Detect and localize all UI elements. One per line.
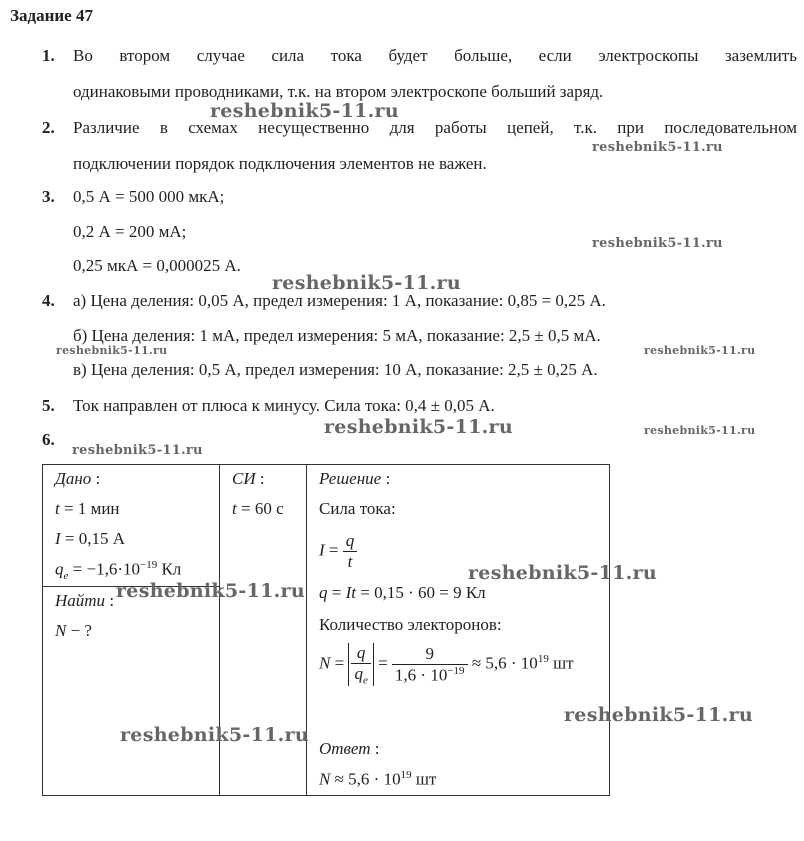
item-3-line-1: 0,5 А = 500 000 мкА; bbox=[73, 187, 225, 206]
formula-current: I = $\frac{q}{t}$ bbox=[319, 531, 357, 572]
watermark: reshebnik5-11.ru bbox=[272, 272, 461, 294]
find-cell bbox=[43, 587, 220, 796]
watermark: reshebnik5-11.ru bbox=[468, 562, 657, 584]
find-electrons: N − ? bbox=[55, 621, 92, 640]
given-cell bbox=[43, 465, 220, 587]
watermark: reshebnik5-11.ru bbox=[56, 344, 168, 357]
formula-charge: q = It = 0,15 · 60 = 9 Кл bbox=[319, 583, 486, 602]
item-5-line: Ток направлен от плюса к минусу. Сила тока: 0,4 ± 0,05 А. bbox=[73, 396, 495, 415]
find-label: Найти : bbox=[55, 591, 115, 610]
task-title: Задание 47 bbox=[10, 6, 93, 25]
electron-count-label: Количество электоронов: bbox=[319, 615, 502, 634]
item-4-line-b: б) Цена деления: 1 мА, предел измерения: 5 мА, показание: 2,5 ± 0,5 мА. bbox=[73, 326, 601, 345]
si-time: t = 60 с bbox=[232, 499, 284, 518]
item-4-line-a: а) Цена деления: 0,05 А, предел измерения: 1 А, показание: 0,85 = 0,25 А. bbox=[73, 291, 606, 310]
watermark: reshebnik5-11.ru bbox=[120, 724, 309, 746]
item-number-2: 2. bbox=[42, 118, 55, 137]
watermark: reshebnik5-11.ru bbox=[116, 580, 305, 602]
item-3-line-2: 0,2 А = 200 мА; bbox=[73, 222, 187, 241]
given-charge: $q_e = -1,6\cdot 10^{-19}$ Кл bbox=[55, 559, 182, 583]
watermark: reshebnik5-11.ru bbox=[324, 416, 513, 438]
item-number-4: 4. bbox=[42, 291, 55, 310]
solution-label: Решение : bbox=[319, 469, 391, 488]
item-2-line-1: Различие в схемах несущественно для работы цепей, т.к. при последовательном bbox=[73, 118, 797, 137]
given-time: t = 1 мин bbox=[55, 499, 120, 518]
watermark: reshebnik5-11.ru bbox=[592, 140, 723, 155]
item-number-6: 6. bbox=[42, 430, 55, 449]
current-label: Сила тока: bbox=[319, 499, 396, 518]
watermark: reshebnik5-11.ru bbox=[564, 704, 753, 726]
item-3-line-3: 0,25 мкА = 0,000025 А. bbox=[73, 256, 241, 275]
solution-table bbox=[42, 464, 610, 796]
watermark: reshebnik5-11.ru bbox=[644, 344, 756, 357]
solution-cell bbox=[307, 465, 610, 796]
item-4-line-c: в) Цена деления: 0,5 А, предел измерения: 10 А, показание: 2,5 ± 0,25 А. bbox=[73, 360, 598, 379]
watermark: reshebnik5-11.ru bbox=[210, 100, 399, 122]
formula-electrons: N = $\frac{q}{q_e}$ = $\frac{9}{1,6 \cdot 10^{-19}}$ ≈ $5,6 \cdot 10^{19}$ шт bbox=[319, 643, 574, 687]
item-1-line-2: одинаковыми проводниками, т.к. на втором электроскопе больший заряд. bbox=[73, 82, 604, 101]
item-2-line-2: подключении порядок подключения элементов не важен. bbox=[73, 154, 487, 173]
answer-label: Ответ : bbox=[319, 739, 380, 758]
item-number-3: 3. bbox=[42, 187, 55, 206]
si-label: СИ : bbox=[232, 469, 265, 488]
watermark: reshebnik5-11.ru bbox=[72, 443, 203, 458]
answer-value: $N \approx 5,6 \cdot 10^{19}$ шт bbox=[319, 769, 437, 789]
given-label: Дано : bbox=[55, 469, 101, 488]
item-1-line-1: Во втором случае сила тока будет больше, если электроскопы заземлить bbox=[73, 46, 797, 65]
item-number-5: 5. bbox=[42, 396, 55, 415]
watermark: reshebnik5-11.ru bbox=[592, 236, 723, 251]
item-number-1: 1. bbox=[42, 46, 55, 65]
watermark: reshebnik5-11.ru bbox=[644, 424, 756, 437]
given-current: I = 0,15 А bbox=[55, 529, 126, 548]
